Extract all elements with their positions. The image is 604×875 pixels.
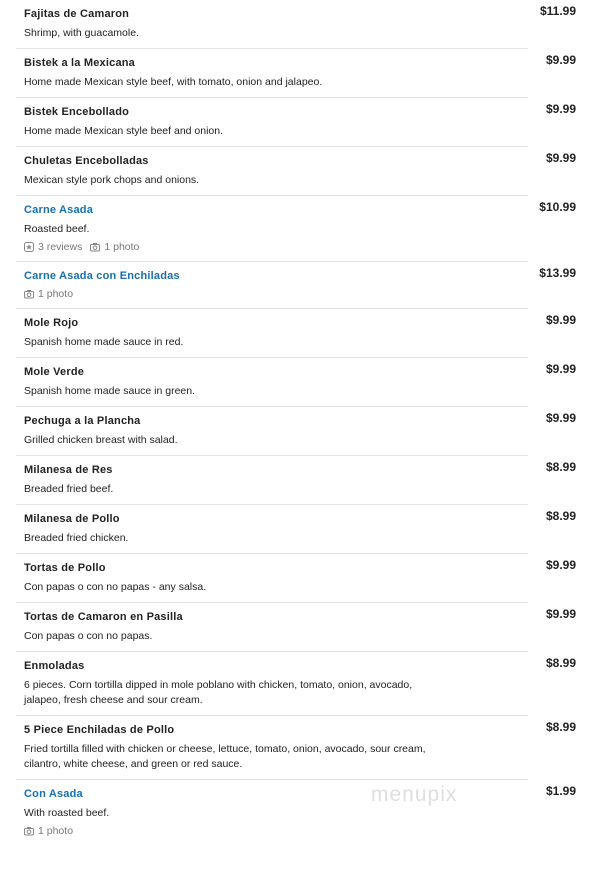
item-description: Home made Mexican style beef and onion. (24, 125, 224, 137)
item-price: $13.99 (539, 266, 576, 280)
item-price: $8.99 (545, 720, 576, 734)
photos-count: 1 photo (38, 825, 74, 837)
item-name: Enmoladas (24, 660, 85, 672)
item-price: $10.99 (539, 200, 576, 214)
item-description: Con papas o con no papas. (24, 630, 153, 642)
camera-icon (90, 242, 100, 252)
item-price: $9.99 (545, 102, 576, 116)
reviews-count: 3 reviews (38, 241, 83, 253)
item-price: $8.99 (545, 460, 576, 474)
menu-item (16, 147, 576, 196)
item-description: 6 pieces. Corn tortilla dipped in mole poblano with chicken, tomato, onion, avocado, jalapeo, fresh cheese and sour cream. (24, 679, 413, 706)
item-meta (24, 824, 528, 838)
item-description: Breaded fried beef. (24, 483, 114, 495)
item-name: Pechuga a la Plancha (24, 415, 141, 427)
reviews-link[interactable] (24, 240, 82, 254)
menu-item (16, 49, 576, 98)
menu-item (16, 716, 576, 780)
item-name-link[interactable]: Carne Asada con Enchiladas (24, 270, 180, 282)
item-price: $9.99 (545, 411, 576, 425)
item-name: Tortas de Pollo (24, 562, 106, 574)
photos-link[interactable] (90, 240, 139, 254)
menu-item (16, 262, 576, 309)
item-description: Grilled chicken breast with salad. (24, 434, 178, 446)
item-description: Mexican style pork chops and onions. (24, 174, 200, 186)
item-name-link[interactable]: Con Asada (24, 788, 83, 800)
menu-item (16, 652, 576, 716)
item-price: $9.99 (545, 558, 576, 572)
item-name: Mole Verde (24, 366, 85, 378)
star-badge-icon (24, 242, 34, 252)
item-name: Milanesa de Pollo (24, 513, 120, 525)
camera-icon (24, 289, 34, 299)
menu-item (16, 98, 576, 147)
item-price: $11.99 (539, 4, 576, 18)
item-description: Breaded fried chicken. (24, 532, 129, 544)
photos-link[interactable] (24, 824, 73, 838)
item-meta (24, 240, 528, 254)
item-description: Spanish home made sauce in green. (24, 385, 196, 397)
item-meta (24, 287, 528, 301)
menu-item (16, 554, 576, 603)
item-description: Shrimp, with guacamole. (24, 27, 139, 39)
menu-item (16, 603, 576, 652)
photos-link[interactable] (24, 287, 73, 301)
item-price: $9.99 (545, 607, 576, 621)
item-name: Chuletas Encebolladas (24, 155, 149, 167)
item-description: Fried tortilla filled with chicken or cheese, lettuce, tomato, onion, avocado, sour cream, cilantro, white cheese, and green or red sauce. (24, 743, 426, 770)
camera-icon (24, 826, 34, 836)
item-price: $9.99 (545, 362, 576, 376)
item-name: Bistek a la Mexicana (24, 57, 136, 69)
item-description: Con papas o con no papas - any salsa. (24, 581, 207, 593)
menu-item (16, 309, 576, 358)
photos-count: 1 photo (38, 288, 74, 300)
menu-item (16, 505, 576, 554)
item-name-link[interactable]: Carne Asada (24, 204, 94, 216)
item-name: Bistek Encebollado (24, 106, 130, 118)
watermark-logo: menupix (371, 783, 458, 806)
item-price: $9.99 (545, 313, 576, 327)
menu-item (16, 407, 576, 456)
item-description: Home made Mexican style beef, with tomato, onion and jalapeo. (24, 76, 323, 88)
item-name: Fajitas de Camaron (24, 8, 130, 20)
item-name: Mole Rojo (24, 317, 79, 329)
item-name: Tortas de Camaron en Pasilla (24, 611, 183, 623)
item-price: $9.99 (545, 151, 576, 165)
item-price: $8.99 (545, 509, 576, 523)
photos-count: 1 photo (104, 241, 140, 253)
item-description: Roasted beef. (24, 223, 90, 235)
item-name: 5 Piece Enchiladas de Pollo (24, 724, 175, 736)
menu-item (16, 358, 576, 407)
item-price: $9.99 (545, 53, 576, 67)
item-description: With roasted beef. (24, 807, 110, 819)
menu-item (16, 0, 576, 49)
item-price: $1.99 (545, 784, 576, 798)
item-description: Spanish home made sauce in red. (24, 336, 184, 348)
item-name: Milanesa de Res (24, 464, 113, 476)
menu-item (16, 196, 576, 262)
item-price: $8.99 (545, 656, 576, 670)
menu-item (16, 456, 576, 505)
